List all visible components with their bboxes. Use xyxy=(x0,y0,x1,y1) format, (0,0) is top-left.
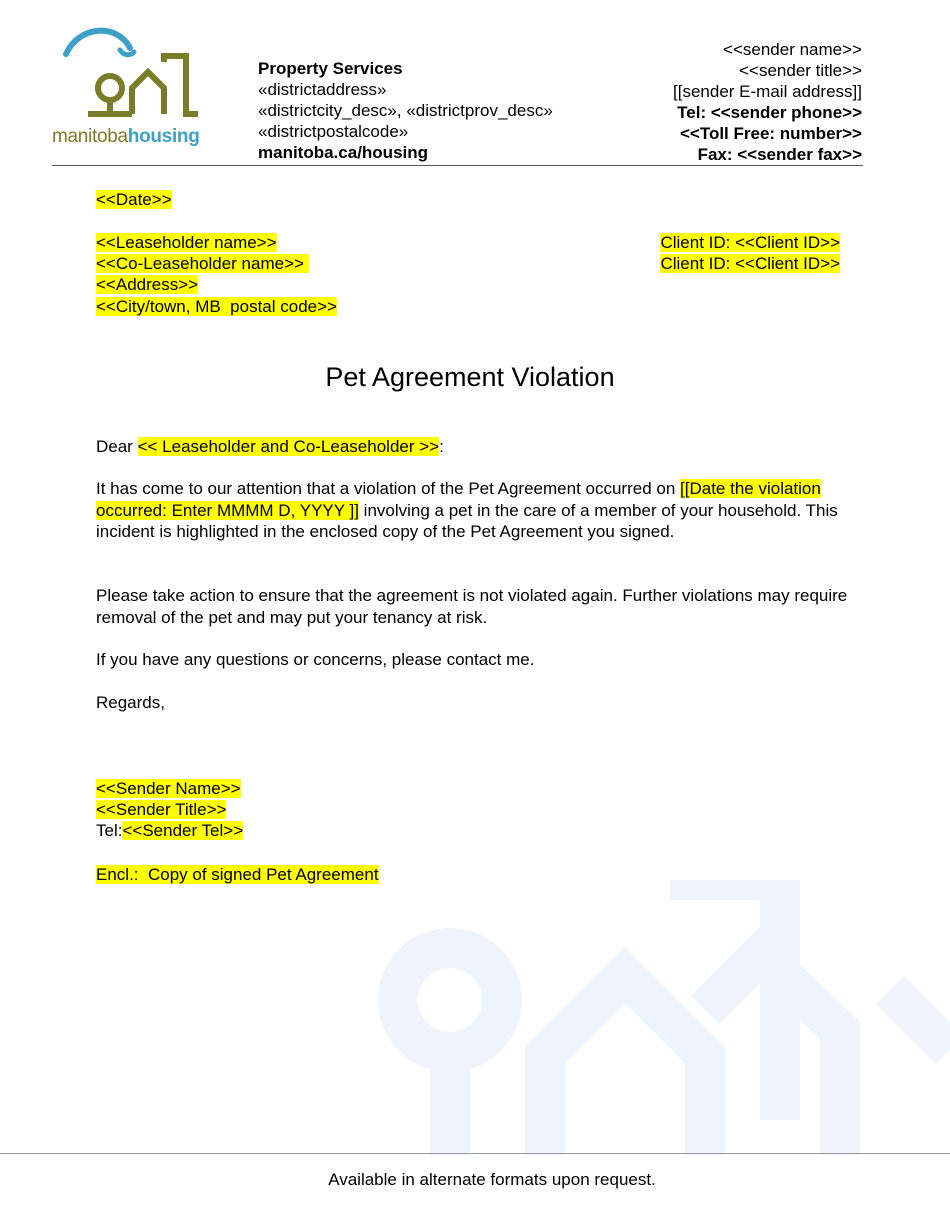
district-postal-code: «districtpostalcode» xyxy=(258,122,409,141)
letter-date-line xyxy=(96,189,172,210)
co-leaseholder-name: <<Co-Leaseholder name>> xyxy=(96,254,309,273)
paragraph-2: Please take action to ensure that the agreement is not violated again. Further violations may require removal of the pet and may put your tenancy at risk. xyxy=(96,586,848,627)
client-id-1: Client ID: <<Client ID>> xyxy=(660,233,840,252)
logo-wordmark xyxy=(52,126,200,148)
district-city-province: «districtcity_desc», «districtprov_desc» xyxy=(258,101,553,120)
enclosure: Encl.: Copy of signed Pet Agreement xyxy=(96,865,379,884)
violation-date-placeholder: [[Date the violation occurred: Enter MMMM D, YYYY ]] xyxy=(96,479,821,520)
letter-title: Pet Agreement Violation xyxy=(325,362,615,392)
paragraph-1-continued: involving a pet in the care of a member of your household. This incident is highlighted in the enclosed copy of the Pet Agreement you signed. xyxy=(96,500,838,541)
signer-tel-line xyxy=(96,820,243,841)
recipient-city: <<City/town, MB postal code>> xyxy=(96,297,337,316)
footer-divider xyxy=(0,1153,950,1154)
sender-name: <<sender name>> xyxy=(723,40,862,59)
paragraph-3: If you have any questions or concerns, please contact me. xyxy=(96,650,535,669)
salutation xyxy=(96,436,444,457)
footer-text: Available in alternate formats upon request. xyxy=(328,1170,656,1189)
sender-contact-block xyxy=(673,39,862,165)
sender-toll-free: <<Toll Free: number>> xyxy=(679,124,862,143)
sender-fax: Fax: <<sender fax>> xyxy=(697,145,862,164)
signer-name-line xyxy=(96,778,241,799)
sender-phone: Tel: <<sender phone>> xyxy=(677,103,862,122)
client-id-2: Client ID: <<Client ID>> xyxy=(660,254,840,273)
letter-date: <<Date>> xyxy=(96,190,172,209)
salutation-prefix: Dear xyxy=(96,437,138,456)
city-line xyxy=(96,296,337,317)
enclosure-line xyxy=(96,864,379,885)
signer-tel: <<Sender Tel>> xyxy=(122,821,244,840)
paragraph-1-text: It has come to our attention that a violation of the Pet Agreement occurred on xyxy=(96,479,681,498)
header-divider xyxy=(52,165,863,166)
recipient-address: <<Address>> xyxy=(96,275,199,294)
organization-address-block xyxy=(258,58,553,163)
signer-title: <<Sender Title>> xyxy=(96,800,227,819)
address-line xyxy=(96,274,198,295)
client-id-line-1 xyxy=(660,232,840,253)
client-id-line-2 xyxy=(660,253,840,274)
co-leaseholder-line xyxy=(96,253,309,274)
closing: Regards, xyxy=(96,693,165,712)
sender-title: <<sender title>> xyxy=(739,61,862,80)
paragraph-1 xyxy=(96,478,856,543)
website: manitoba.ca/housing xyxy=(258,143,429,162)
logo-word-housing: housing xyxy=(127,126,200,147)
signer-name: <<Sender Name>> xyxy=(96,779,241,798)
logo-word-manitoba: manitoba xyxy=(52,126,128,147)
salutation-suffix: : xyxy=(439,437,444,456)
signer-tel-label: Tel: xyxy=(96,821,123,840)
salutation-name: << Leaseholder and Co-Leaseholder >> xyxy=(137,437,440,456)
org-name: Property Services xyxy=(258,59,403,78)
signer-title-line xyxy=(96,799,226,820)
watermark-graphic xyxy=(360,880,950,1155)
sender-email: [[sender E-mail address]] xyxy=(673,82,862,101)
leaseholder-name: <<Leaseholder name>> xyxy=(96,233,277,252)
district-address: «districtaddress» xyxy=(258,80,387,99)
leaseholder-line xyxy=(96,232,277,253)
